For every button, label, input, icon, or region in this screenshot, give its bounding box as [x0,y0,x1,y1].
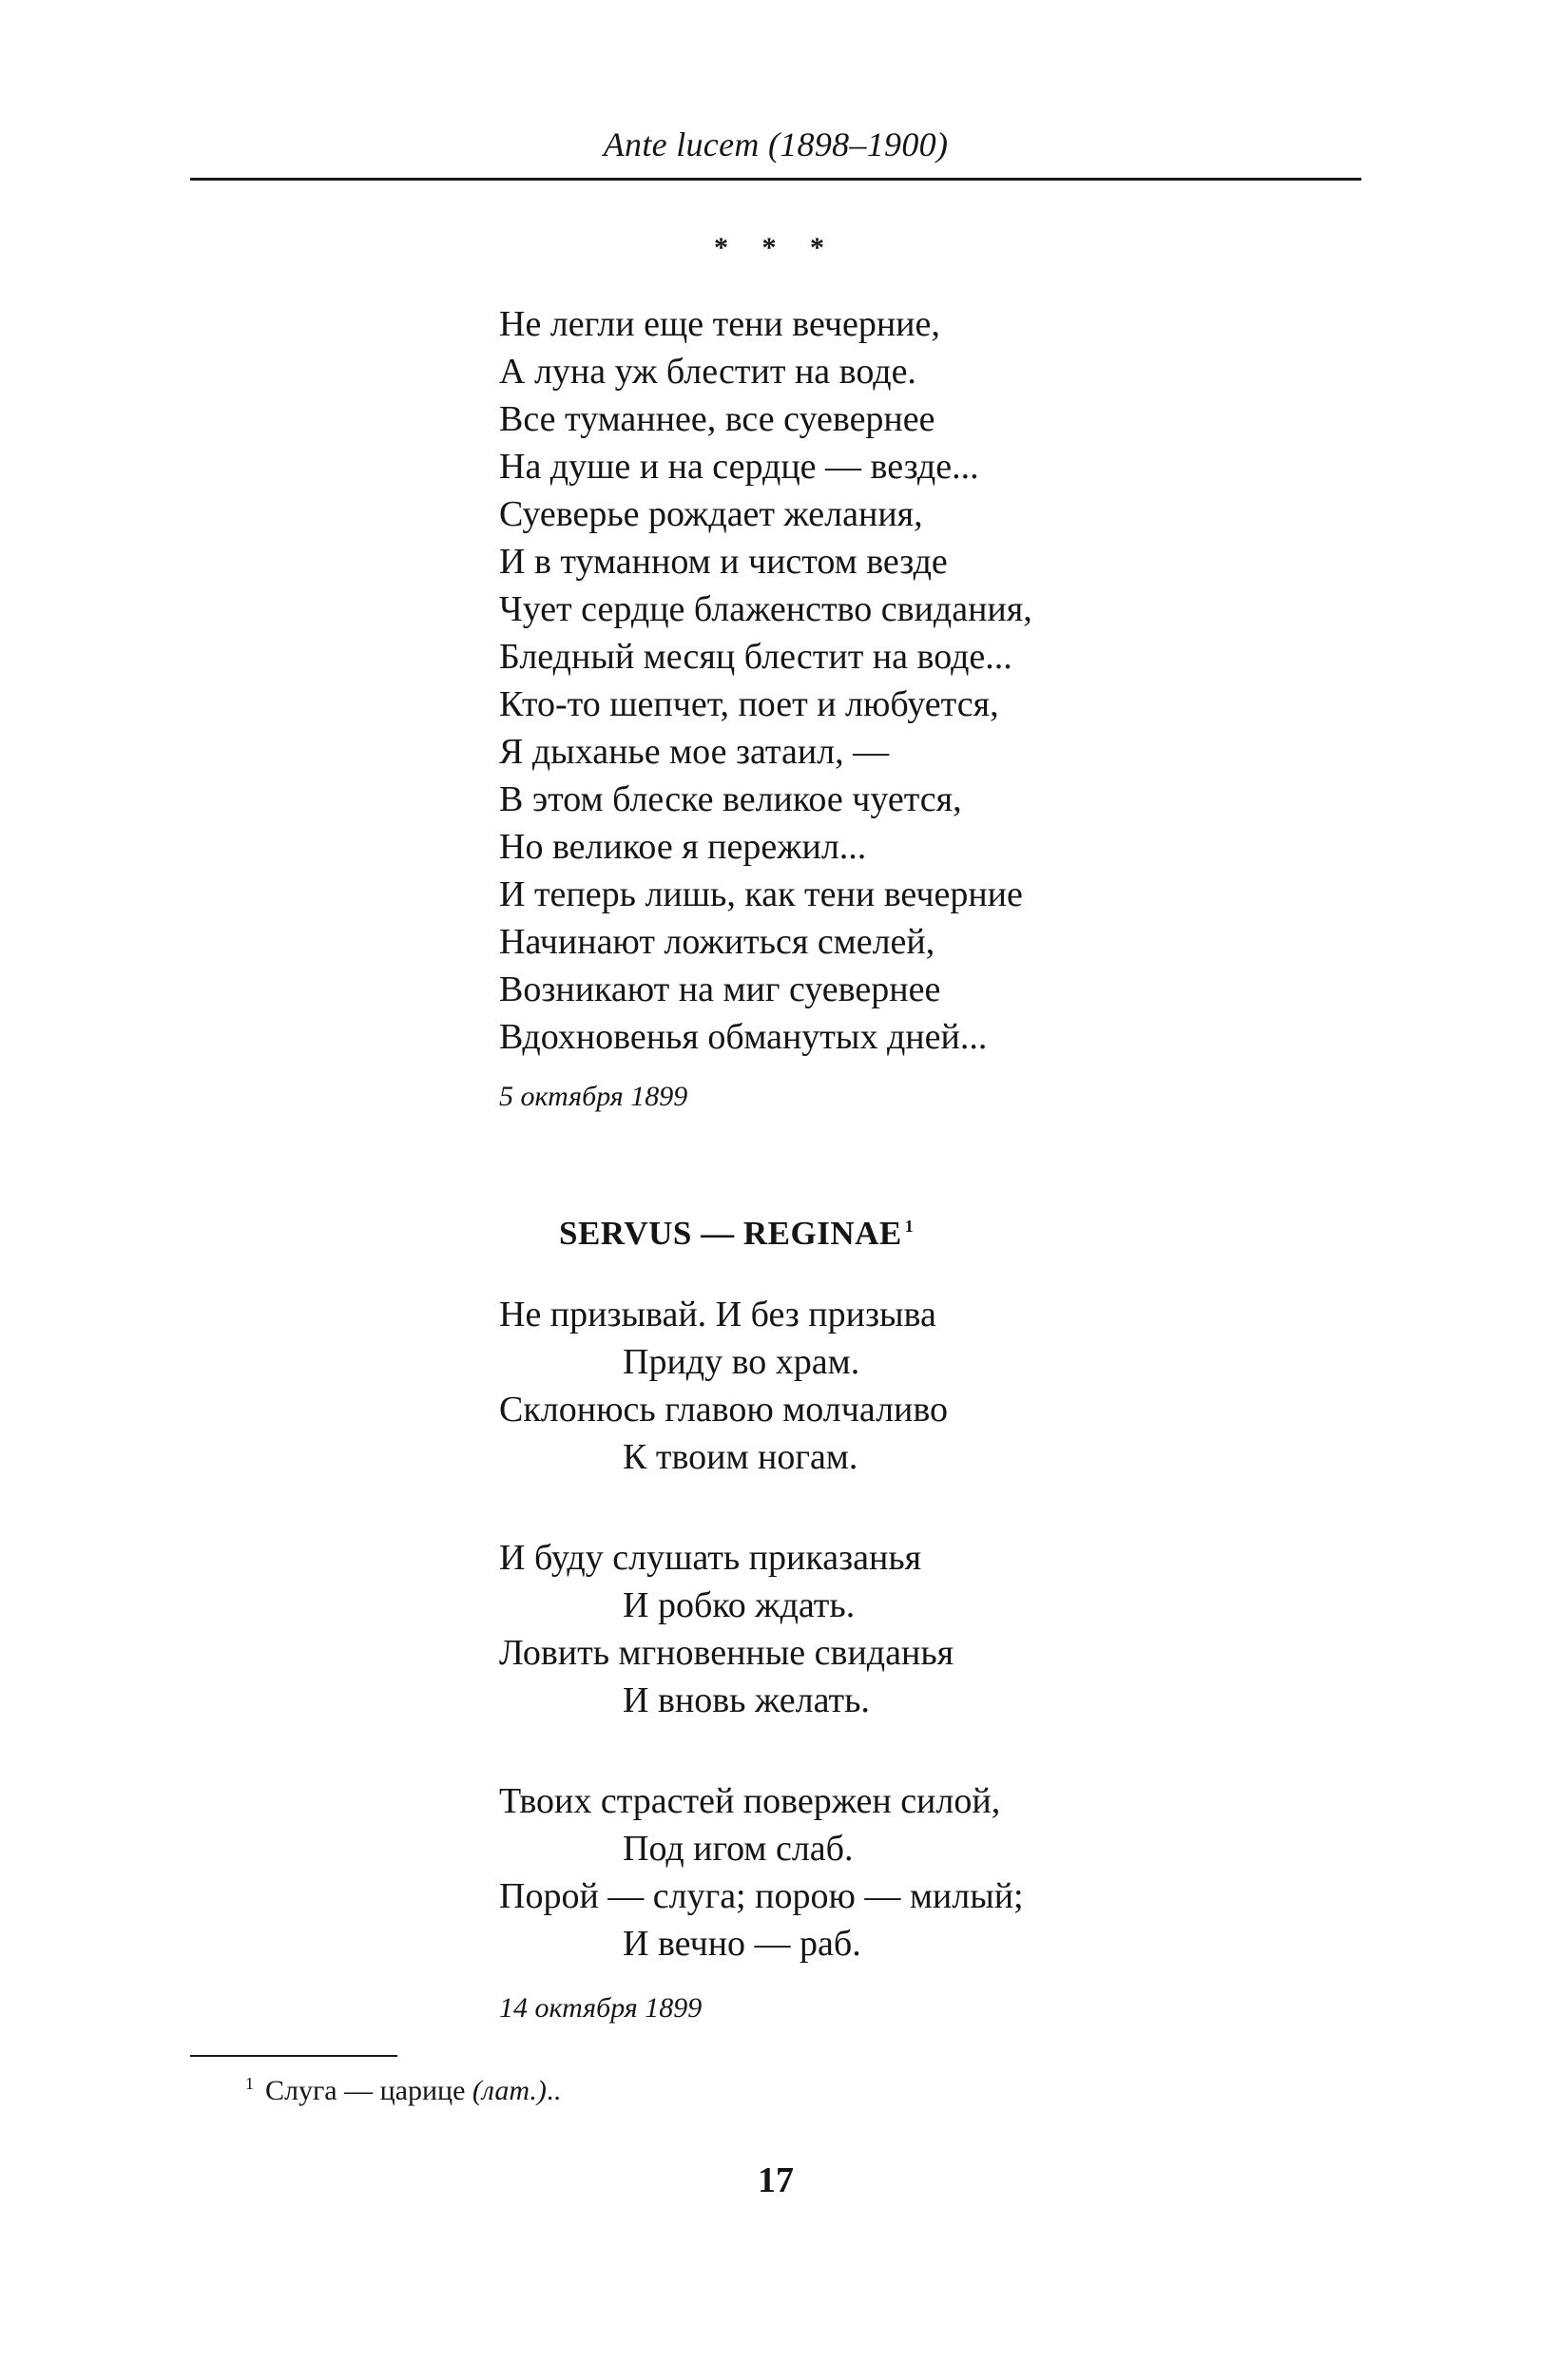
footnote-mark: 1 [245,2074,254,2093]
poem-1-date: 5 октября 1899 [499,1081,688,1112]
poem-line-indented: И вновь желать. [623,1680,870,1720]
poem-line: Но великое я пережил... [499,827,867,867]
page-number: 17 [758,2160,794,2200]
poem-line: И теперь лишь, как тени вечерние [499,874,1023,914]
poem-line: Все туманнее, все суевернее [499,399,935,439]
header-rule [190,178,1361,181]
poem-line-indented: И вечно — раб. [623,1924,861,1964]
poem-line: Кто-то шепчет, поет и любуется, [499,684,999,724]
footnote-language-note: (лат.) [472,2075,547,2106]
poem-line: Вдохновенья обманутых дней... [499,1017,988,1057]
poem-line: Чует сердце блаженство свидания, [499,589,1032,629]
poem-line: В этом блеске великое чуется, [499,779,962,819]
poem-line: Не легли еще тени вечерние, [499,304,940,344]
poem-line: Порой — слуга; порою — милый; [499,1876,1024,1916]
poem-2-stanza-2 [499,1534,954,1724]
untitled-poem-marker: * * * [714,232,838,263]
running-head: Ante lucem (1898–1900) [603,125,949,163]
poem-line-indented: Приду во храм. [623,1342,860,1382]
poem-line-indented: К твоим ногам. [623,1437,858,1477]
footnote-rule [190,2055,397,2057]
footnote [245,2072,561,2110]
poem-title-text: SERVUS — REGINAE [559,1215,902,1252]
poem-line: Склонюсь главою молчаливо [499,1390,949,1430]
poem-line: Возникают на миг суевернее [499,969,941,1009]
poem-line: Бледный месяц блестит на воде... [499,637,1012,677]
poem-line: И в туманном и чистом везде [499,542,948,582]
poem-line: Не призывай. И без призыва [499,1295,936,1334]
poem-2-stanza-1 [499,1291,948,1481]
poem-1-lines [499,300,1032,1061]
poem-line: Суеверье рождает желания, [499,494,923,534]
poem-line: Я дыханье мое затаил, — [499,732,890,772]
footnote-tail: .. [546,2075,561,2106]
footnote-text: Слуга — царице [265,2075,472,2106]
poem-line: И буду слушать приказанья [499,1538,922,1578]
poem-line: Твоих страстей повержен силой, [499,1781,1001,1821]
poem-line-indented: И робко ждать. [623,1585,856,1625]
poem-2-date: 14 октября 1899 [499,1992,703,2024]
poem-2-title [559,1213,914,1255]
footnote-reference-mark: 1 [904,1217,915,1237]
poem-2-stanza-3 [499,1777,1024,1967]
poem-line-indented: Под игом слаб. [623,1829,854,1869]
poem-line: А луна уж блестит на воде. [499,352,916,392]
poem-line: Ловить мгновенные свиданья [499,1633,954,1673]
poem-line: Начинают ложиться смелей, [499,922,935,962]
poem-line: На душе и на сердце — везде... [499,447,979,487]
